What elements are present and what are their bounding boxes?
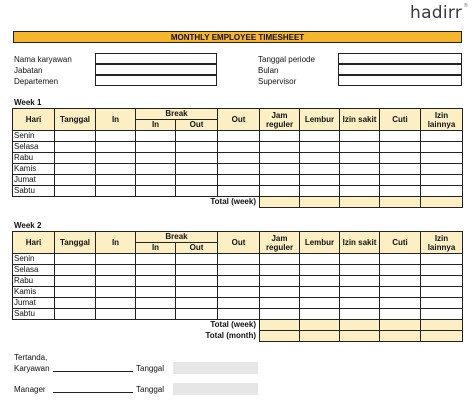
time-cell[interactable] [340, 309, 380, 320]
time-cell[interactable] [260, 186, 300, 197]
col-tanggal: Tanggal [55, 232, 96, 254]
total-cell[interactable] [421, 197, 463, 208]
manager-date-input[interactable] [173, 383, 258, 395]
col-lembur: Lembur [300, 109, 340, 131]
week-2-label: Week 2 [14, 221, 42, 230]
table-row [13, 186, 463, 197]
time-cell[interactable] [421, 153, 463, 164]
time-cell[interactable] [176, 153, 218, 164]
time-cell[interactable] [421, 164, 463, 175]
jabatan-input[interactable] [95, 64, 217, 75]
time-cell[interactable] [380, 276, 421, 287]
karyawan-date-input[interactable] [173, 362, 258, 374]
time-cell[interactable] [340, 276, 380, 287]
table-row [13, 309, 463, 320]
total-row [13, 331, 463, 342]
table-row [13, 298, 463, 309]
field-label-departemen: Departemen [14, 77, 59, 86]
time-cell[interactable] [176, 142, 218, 153]
time-cell[interactable] [55, 164, 96, 175]
time-cell[interactable] [96, 142, 136, 153]
table-row [13, 276, 463, 287]
time-cell[interactable] [340, 131, 380, 142]
time-cell[interactable] [260, 287, 300, 298]
table-row [13, 164, 463, 175]
time-cell[interactable] [421, 131, 463, 142]
time-cell[interactable] [218, 131, 260, 142]
col-break-in: In [136, 243, 176, 254]
time-cell[interactable] [55, 131, 96, 142]
field-label-supervisor: Supervisor [258, 77, 297, 86]
time-cell[interactable] [300, 298, 340, 309]
time-cell[interactable] [55, 175, 96, 186]
time-cell[interactable] [260, 254, 300, 265]
time-cell[interactable] [218, 265, 260, 276]
day-label: Sabtu [13, 186, 55, 197]
time-cell[interactable] [260, 142, 300, 153]
field-label-bulan: Bulan [258, 66, 279, 75]
time-cell[interactable] [300, 175, 340, 186]
time-cell[interactable] [300, 164, 340, 175]
time-cell[interactable] [380, 142, 421, 153]
table-row [13, 265, 463, 276]
week-2-table [12, 231, 463, 342]
col-cuti: Cuti [380, 232, 421, 254]
total-label: Total (week) [210, 320, 256, 330]
time-cell[interactable] [340, 298, 380, 309]
total-cell[interactable] [340, 320, 380, 331]
time-cell[interactable] [176, 298, 218, 309]
total-cell[interactable] [300, 320, 340, 331]
time-cell[interactable] [55, 142, 96, 153]
total-cell[interactable] [260, 197, 300, 208]
col-izin-sakit: Izin sakit [340, 232, 380, 254]
col-break-out: Out [176, 120, 218, 131]
time-cell[interactable] [218, 298, 260, 309]
tanggal-periode-input[interactable] [338, 53, 462, 64]
total-cell[interactable] [340, 197, 380, 208]
time-cell[interactable] [136, 131, 176, 142]
time-cell[interactable] [340, 164, 380, 175]
time-cell[interactable] [136, 186, 176, 197]
day-label: Sabtu [13, 309, 55, 320]
col-out: Out [218, 232, 260, 254]
time-cell[interactable] [176, 175, 218, 186]
time-cell[interactable] [260, 153, 300, 164]
time-cell[interactable] [421, 298, 463, 309]
time-cell[interactable] [55, 153, 96, 164]
time-cell[interactable] [421, 309, 463, 320]
time-cell[interactable] [300, 309, 340, 320]
day-label: Jumat [13, 298, 55, 309]
time-cell[interactable] [218, 186, 260, 197]
field-label-nama: Nama karyawan [14, 55, 72, 64]
day-label: Kamis [13, 164, 55, 175]
table-row [13, 175, 463, 186]
time-cell[interactable] [55, 298, 96, 309]
field-label-tanggal-periode: Tanggal periode [258, 55, 315, 64]
time-cell[interactable] [96, 309, 136, 320]
signature-heading: Tertanda, [14, 353, 48, 362]
table-row [13, 142, 463, 153]
time-cell[interactable] [300, 265, 340, 276]
col-in: In [96, 232, 136, 254]
time-cell[interactable] [300, 287, 340, 298]
col-break: Break [136, 109, 218, 120]
time-cell[interactable] [136, 298, 176, 309]
day-label: Senin [13, 254, 55, 265]
time-cell[interactable] [136, 175, 176, 186]
time-cell[interactable] [136, 153, 176, 164]
col-out: Out [218, 109, 260, 131]
nama-input[interactable] [95, 53, 217, 64]
time-cell[interactable] [380, 153, 421, 164]
field-label-jabatan: Jabatan [14, 66, 43, 75]
time-cell[interactable] [421, 254, 463, 265]
signature-date-label-manager: Tanggal [136, 385, 165, 394]
time-cell[interactable] [96, 298, 136, 309]
time-cell[interactable] [55, 287, 96, 298]
time-cell[interactable] [136, 287, 176, 298]
col-izin-lainnya: Izin lainnya [421, 232, 463, 254]
time-cell[interactable] [136, 142, 176, 153]
col-lembur: Lembur [300, 232, 340, 254]
timesheet-title: MONTHLY EMPLOYEE TIMESHEET [13, 31, 462, 43]
signature-date-label-karyawan: Tanggal [136, 364, 165, 373]
time-cell[interactable] [176, 265, 218, 276]
total-cell[interactable] [380, 331, 421, 342]
time-cell[interactable] [421, 142, 463, 153]
table-row [13, 254, 463, 265]
col-hari: Hari [13, 232, 55, 254]
signature-role-karyawan: Karyawan [14, 364, 50, 373]
time-cell[interactable] [55, 265, 96, 276]
time-cell[interactable] [96, 276, 136, 287]
time-cell[interactable] [340, 142, 380, 153]
time-cell[interactable] [218, 309, 260, 320]
time-cell[interactable] [176, 254, 218, 265]
time-cell[interactable] [340, 265, 380, 276]
karyawan-signature-line[interactable] [53, 371, 133, 372]
total-row [13, 197, 463, 208]
time-cell[interactable] [380, 298, 421, 309]
time-cell[interactable] [380, 309, 421, 320]
time-cell[interactable] [176, 287, 218, 298]
time-cell[interactable] [55, 186, 96, 197]
time-cell[interactable] [300, 186, 340, 197]
time-cell[interactable] [260, 265, 300, 276]
day-label: Selasa [13, 142, 55, 153]
total-cell[interactable] [340, 331, 380, 342]
total-cell[interactable] [260, 320, 300, 331]
time-cell[interactable] [340, 186, 380, 197]
day-label: Senin [13, 131, 55, 142]
time-cell[interactable] [176, 131, 218, 142]
col-break-in: In [136, 120, 176, 131]
total-cell[interactable] [300, 197, 340, 208]
table-row [13, 287, 463, 298]
time-cell[interactable] [96, 175, 136, 186]
time-cell[interactable] [340, 287, 380, 298]
time-cell[interactable] [176, 186, 218, 197]
time-cell[interactable] [421, 276, 463, 287]
time-cell[interactable] [55, 276, 96, 287]
time-cell[interactable] [136, 164, 176, 175]
time-cell[interactable] [96, 265, 136, 276]
day-label: Selasa [13, 265, 55, 276]
time-cell[interactable] [380, 186, 421, 197]
time-cell[interactable] [300, 153, 340, 164]
time-cell[interactable] [300, 254, 340, 265]
day-label: Rabu [13, 153, 55, 164]
time-cell[interactable] [340, 153, 380, 164]
time-cell[interactable] [218, 142, 260, 153]
time-cell[interactable] [96, 287, 136, 298]
time-cell[interactable] [96, 131, 136, 142]
total-cell[interactable] [421, 320, 463, 331]
time-cell[interactable] [176, 309, 218, 320]
time-cell[interactable] [260, 276, 300, 287]
signature-role-manager: Manager [14, 385, 46, 394]
total-cell[interactable] [421, 331, 463, 342]
time-cell[interactable] [421, 287, 463, 298]
time-cell[interactable] [96, 153, 136, 164]
manager-signature-line[interactable] [53, 392, 133, 393]
time-cell[interactable] [260, 164, 300, 175]
col-break: Break [136, 232, 218, 243]
time-cell[interactable] [380, 175, 421, 186]
time-cell[interactable] [260, 131, 300, 142]
bulan-input[interactable] [338, 64, 462, 75]
time-cell[interactable] [260, 298, 300, 309]
time-cell[interactable] [218, 276, 260, 287]
week-1-label: Week 1 [14, 98, 42, 107]
time-cell[interactable] [136, 276, 176, 287]
time-cell[interactable] [218, 175, 260, 186]
time-cell[interactable] [260, 175, 300, 186]
total-label: Total (month) [205, 331, 256, 340]
time-cell[interactable] [340, 175, 380, 186]
time-cell[interactable] [421, 186, 463, 197]
total-cell[interactable] [300, 331, 340, 342]
col-hari: Hari [13, 109, 55, 131]
time-cell[interactable] [96, 186, 136, 197]
time-cell[interactable] [218, 254, 260, 265]
time-cell[interactable] [55, 254, 96, 265]
time-cell[interactable] [136, 309, 176, 320]
col-jam-reguler: Jam reguler [260, 232, 300, 254]
total-label: Total (week) [210, 197, 256, 207]
time-cell[interactable] [380, 287, 421, 298]
col-in: In [96, 109, 136, 131]
time-cell[interactable] [136, 265, 176, 276]
time-cell[interactable] [300, 276, 340, 287]
time-cell[interactable] [380, 164, 421, 175]
time-cell[interactable] [136, 254, 176, 265]
col-jam-reguler: Jam reguler [260, 109, 300, 131]
total-row [13, 320, 463, 331]
total-cell[interactable] [260, 331, 300, 342]
departemen-input[interactable] [95, 75, 217, 86]
time-cell[interactable] [176, 276, 218, 287]
time-cell[interactable] [380, 131, 421, 142]
time-cell[interactable] [218, 287, 260, 298]
supervisor-input[interactable] [338, 75, 462, 86]
time-cell[interactable] [421, 175, 463, 186]
col-tanggal: Tanggal [55, 109, 96, 131]
time-cell[interactable] [380, 254, 421, 265]
col-break-out: Out [176, 243, 218, 254]
day-label: Rabu [13, 276, 55, 287]
day-label: Kamis [13, 287, 55, 298]
day-label: Jumat [13, 175, 55, 186]
time-cell[interactable] [300, 131, 340, 142]
time-cell[interactable] [340, 254, 380, 265]
time-cell[interactable] [300, 142, 340, 153]
time-cell[interactable] [96, 254, 136, 265]
time-cell[interactable] [218, 153, 260, 164]
time-cell[interactable] [380, 265, 421, 276]
time-cell[interactable] [421, 265, 463, 276]
time-cell[interactable] [96, 164, 136, 175]
time-cell[interactable] [176, 164, 218, 175]
col-izin-sakit: Izin sakit [340, 109, 380, 131]
hadirr-logo: hadirr® [410, 3, 469, 23]
time-cell[interactable] [260, 309, 300, 320]
week-1-table [12, 108, 463, 208]
total-cell[interactable] [380, 320, 421, 331]
table-row [13, 153, 463, 164]
time-cell[interactable] [218, 164, 260, 175]
time-cell[interactable] [55, 309, 96, 320]
col-cuti: Cuti [380, 109, 421, 131]
table-row [13, 131, 463, 142]
total-cell[interactable] [380, 197, 421, 208]
col-izin-lainnya: Izin lainnya [421, 109, 463, 131]
